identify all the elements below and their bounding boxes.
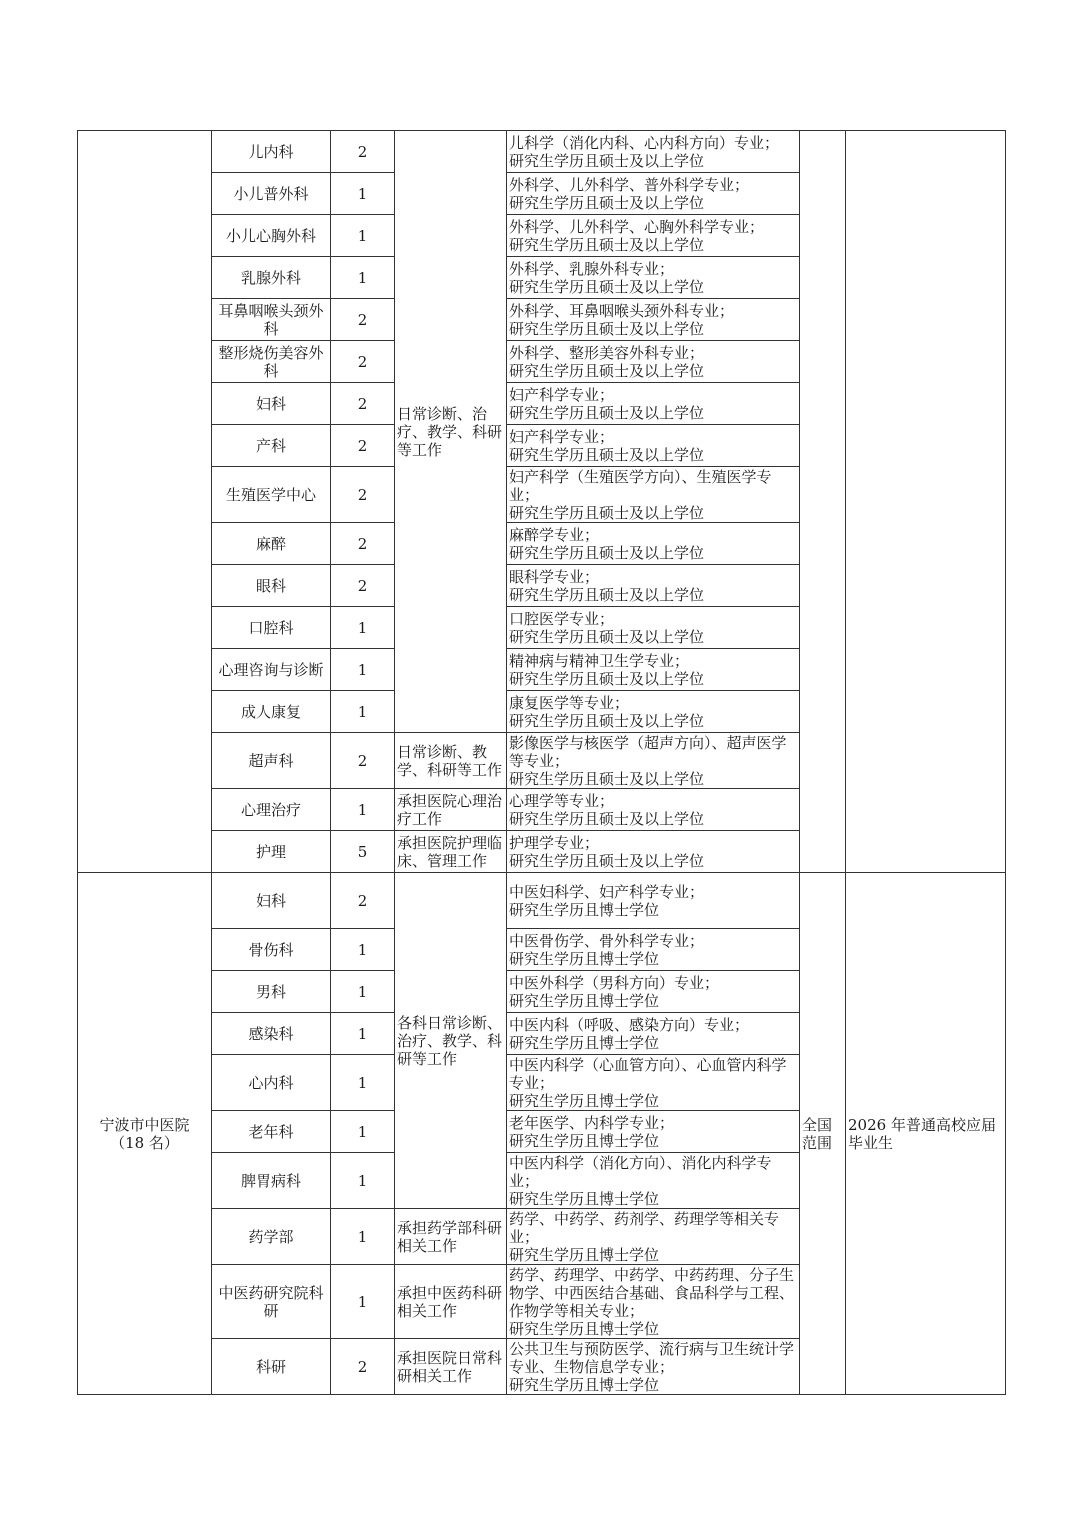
requirement-cell bbox=[507, 831, 800, 873]
count-cell: 2 bbox=[331, 299, 395, 341]
major-text: 眼科学专业； bbox=[509, 567, 600, 586]
requirement-cell bbox=[507, 691, 800, 733]
degree-text: 研究生学历且硕士及以上学位 bbox=[509, 769, 705, 788]
requirement-cell bbox=[507, 929, 800, 971]
degree-text: 研究生学历且硕士及以上学位 bbox=[509, 585, 705, 604]
dept-cell: 麻醉 bbox=[212, 523, 331, 565]
count-cell: 1 bbox=[331, 607, 395, 649]
major-text: 中医内科（呼吸、感染方向）专业； bbox=[509, 1015, 750, 1034]
major-text: 外科学、整形美容外科专业； bbox=[509, 343, 705, 362]
dept-cell: 小儿心胸外科 bbox=[212, 215, 331, 257]
major-text: 中医骨伤学、骨外科学专业； bbox=[509, 931, 705, 950]
count-cell: 1 bbox=[331, 1055, 395, 1111]
count-cell: 1 bbox=[331, 215, 395, 257]
count-cell: 2 bbox=[331, 425, 395, 467]
count-cell: 1 bbox=[331, 1111, 395, 1153]
duty-cell: 承担中医药科研相关工作 bbox=[395, 1265, 507, 1339]
dept-cell: 护理 bbox=[212, 831, 331, 873]
requirement-cell bbox=[507, 873, 800, 929]
duty-cell: 承担药学部科研相关工作 bbox=[395, 1209, 507, 1265]
requirement-cell bbox=[507, 383, 800, 425]
major-text: 妇产科学专业； bbox=[509, 427, 615, 446]
major-text: 精神病与精神卫生学专业； bbox=[509, 651, 690, 670]
dept-cell: 超声科 bbox=[212, 733, 331, 789]
major-text: 影像医学与核医学（超声方向）、超声医学等专业； bbox=[509, 733, 787, 770]
dept-cell: 药学部 bbox=[212, 1209, 331, 1265]
major-text: 儿科学（消化内科、心内科方向）专业； bbox=[509, 133, 780, 152]
dept-cell: 妇科 bbox=[212, 383, 331, 425]
recruitment-table bbox=[77, 130, 1006, 1395]
degree-text: 研究生学历且博士学位 bbox=[509, 1375, 660, 1394]
major-text: 中医妇科学、妇产科学专业； bbox=[509, 882, 705, 901]
degree-text: 研究生学历且硕士及以上学位 bbox=[509, 809, 705, 828]
requirement-cell bbox=[507, 1013, 800, 1055]
duty-cell: 各科日常诊断、治疗、教学、科研等工作 bbox=[395, 873, 507, 1209]
requirement-cell bbox=[507, 971, 800, 1013]
table-row bbox=[78, 873, 1006, 929]
degree-text: 研究生学历且硕士及以上学位 bbox=[509, 711, 705, 730]
dept-cell: 产科 bbox=[212, 425, 331, 467]
major-text: 外科学、儿外科学、心胸外科学专业； bbox=[509, 217, 765, 236]
requirement-cell bbox=[507, 1209, 800, 1265]
count-cell: 1 bbox=[331, 1265, 395, 1339]
degree-text: 研究生学历且博士学位 bbox=[509, 991, 660, 1010]
count-cell: 2 bbox=[331, 131, 395, 173]
scope-cell bbox=[800, 131, 846, 873]
degree-text: 研究生学历且博士学位 bbox=[509, 1091, 660, 1110]
requirement-cell bbox=[507, 607, 800, 649]
count-cell: 2 bbox=[331, 383, 395, 425]
duty-cell: 日常诊断、教学、科研等工作 bbox=[395, 733, 507, 789]
target-cell bbox=[846, 131, 1006, 873]
dept-cell: 科研 bbox=[212, 1339, 331, 1395]
scope-cell: 全国范围 bbox=[800, 873, 846, 1395]
requirement-cell bbox=[507, 173, 800, 215]
count-cell: 1 bbox=[331, 1153, 395, 1209]
major-text: 中医内科学（消化方向）、消化内科学专业； bbox=[509, 1153, 772, 1190]
duty-cell: 承担医院心理治疗工作 bbox=[395, 789, 507, 831]
major-text: 心理学等专业； bbox=[509, 791, 615, 810]
dept-cell: 心理咨询与诊断 bbox=[212, 649, 331, 691]
duty-cell: 日常诊断、治疗、教学、科研等工作 bbox=[395, 131, 507, 733]
dept-cell: 眼科 bbox=[212, 565, 331, 607]
dept-cell: 心内科 bbox=[212, 1055, 331, 1111]
requirement-cell bbox=[507, 1111, 800, 1153]
degree-text: 研究生学历且硕士及以上学位 bbox=[509, 669, 705, 688]
requirement-cell bbox=[507, 523, 800, 565]
degree-text: 研究生学历且博士学位 bbox=[509, 900, 660, 919]
degree-text: 研究生学历且硕士及以上学位 bbox=[509, 235, 705, 254]
major-text: 口腔医学专业； bbox=[509, 609, 615, 628]
requirement-cell bbox=[507, 425, 800, 467]
degree-text: 研究生学历且博士学位 bbox=[509, 1189, 660, 1208]
duty-cell: 承担医院护理临床、管理工作 bbox=[395, 831, 507, 873]
dept-cell: 成人康复 bbox=[212, 691, 331, 733]
dept-cell: 口腔科 bbox=[212, 607, 331, 649]
major-text: 中医内科学（心血管方向）、心血管内科学专业； bbox=[509, 1055, 787, 1092]
major-text: 外科学、耳鼻咽喉头颈外科专业； bbox=[509, 301, 735, 320]
dept-cell: 老年科 bbox=[212, 1111, 331, 1153]
dept-cell: 妇科 bbox=[212, 873, 331, 929]
major-text: 中医外科学（男科方向）专业； bbox=[509, 973, 720, 992]
unit-name: 宁波市中医院 bbox=[99, 1115, 190, 1134]
count-cell: 2 bbox=[331, 1339, 395, 1395]
requirement-cell bbox=[507, 649, 800, 691]
degree-text: 研究生学历且硕士及以上学位 bbox=[509, 361, 705, 380]
count-cell: 1 bbox=[331, 1209, 395, 1265]
count-cell: 1 bbox=[331, 1013, 395, 1055]
dept-cell: 骨伤科 bbox=[212, 929, 331, 971]
degree-text: 研究生学历且硕士及以上学位 bbox=[509, 851, 705, 870]
count-cell: 1 bbox=[331, 173, 395, 215]
major-text: 外科学、乳腺外科专业； bbox=[509, 259, 675, 278]
degree-text: 研究生学历且博士学位 bbox=[509, 1131, 660, 1150]
count-cell: 2 bbox=[331, 733, 395, 789]
major-text: 外科学、儿外科学、普外科学专业； bbox=[509, 175, 750, 194]
requirement-cell bbox=[507, 1153, 800, 1209]
requirement-cell bbox=[507, 1339, 800, 1395]
requirement-cell bbox=[507, 215, 800, 257]
requirement-cell bbox=[507, 565, 800, 607]
degree-text: 研究生学历且硕士及以上学位 bbox=[509, 503, 705, 522]
count-cell: 2 bbox=[331, 341, 395, 383]
requirement-cell bbox=[507, 733, 800, 789]
major-text: 公共卫生与预防医学、流行病与卫生统计学专业、生物信息学专业； bbox=[509, 1339, 795, 1376]
count-cell: 1 bbox=[331, 257, 395, 299]
count-cell: 1 bbox=[331, 971, 395, 1013]
dept-cell: 小儿普外科 bbox=[212, 173, 331, 215]
unit-cell bbox=[78, 131, 212, 873]
count-cell: 2 bbox=[331, 467, 395, 523]
count-cell: 2 bbox=[331, 523, 395, 565]
count-cell: 1 bbox=[331, 789, 395, 831]
degree-text: 研究生学历且博士学位 bbox=[509, 1245, 660, 1264]
major-text: 麻醉学专业； bbox=[509, 525, 600, 544]
dept-cell: 生殖医学中心 bbox=[212, 467, 331, 523]
dept-cell: 男科 bbox=[212, 971, 331, 1013]
major-text: 药学、药理学、中药学、中药药理、分子生物学、中西医结合基础、食品科学与工程、作物学等相关专业； bbox=[509, 1265, 795, 1320]
requirement-cell bbox=[507, 131, 800, 173]
table-row bbox=[78, 131, 1006, 173]
requirement-cell bbox=[507, 789, 800, 831]
dept-cell: 整形烧伤美容外科 bbox=[212, 341, 331, 383]
count-cell: 2 bbox=[331, 565, 395, 607]
degree-text: 研究生学历且硕士及以上学位 bbox=[509, 193, 705, 212]
major-text: 药学、中药学、药剂学、药理学等相关专业； bbox=[509, 1209, 780, 1246]
count-cell: 1 bbox=[331, 691, 395, 733]
major-text: 妇产科学专业； bbox=[509, 385, 615, 404]
requirement-cell bbox=[507, 299, 800, 341]
requirement-cell bbox=[507, 257, 800, 299]
count-cell: 1 bbox=[331, 649, 395, 691]
degree-text: 研究生学历且硕士及以上学位 bbox=[509, 445, 705, 464]
dept-cell: 乳腺外科 bbox=[212, 257, 331, 299]
dept-cell: 中医药研究院科研 bbox=[212, 1265, 331, 1339]
degree-text: 研究生学历且硕士及以上学位 bbox=[509, 627, 705, 646]
degree-text: 研究生学历且博士学位 bbox=[509, 1319, 660, 1338]
major-text: 康复医学等专业； bbox=[509, 693, 630, 712]
count-cell: 1 bbox=[331, 929, 395, 971]
unit-cell bbox=[78, 873, 212, 1395]
requirement-cell bbox=[507, 341, 800, 383]
requirement-cell bbox=[507, 1055, 800, 1111]
count-cell: 2 bbox=[331, 873, 395, 929]
degree-text: 研究生学历且硕士及以上学位 bbox=[509, 543, 705, 562]
target-cell: 2026 年普通高校应届毕业生 bbox=[846, 873, 1006, 1395]
degree-text: 研究生学历且博士学位 bbox=[509, 1033, 660, 1052]
major-text: 老年医学、内科学专业； bbox=[509, 1113, 675, 1132]
dept-cell: 感染科 bbox=[212, 1013, 331, 1055]
degree-text: 研究生学历且硕士及以上学位 bbox=[509, 277, 705, 296]
requirement-cell bbox=[507, 467, 800, 523]
degree-text: 研究生学历且硕士及以上学位 bbox=[509, 403, 705, 422]
requirement-cell bbox=[507, 1265, 800, 1339]
dept-cell: 儿内科 bbox=[212, 131, 331, 173]
degree-text: 研究生学历且博士学位 bbox=[509, 949, 660, 968]
degree-text: 研究生学历且硕士及以上学位 bbox=[509, 319, 705, 338]
dept-cell: 耳鼻咽喉头颈外科 bbox=[212, 299, 331, 341]
count-cell: 5 bbox=[331, 831, 395, 873]
dept-cell: 脾胃病科 bbox=[212, 1153, 331, 1209]
duty-cell: 承担医院日常科研相关工作 bbox=[395, 1339, 507, 1395]
major-text: 妇产科学（生殖医学方向）、生殖医学专业； bbox=[509, 467, 772, 504]
major-text: 护理学专业； bbox=[509, 833, 600, 852]
dept-cell: 心理治疗 bbox=[212, 789, 331, 831]
degree-text: 研究生学历且硕士及以上学位 bbox=[509, 151, 705, 170]
unit-count: （18 名） bbox=[110, 1133, 179, 1152]
